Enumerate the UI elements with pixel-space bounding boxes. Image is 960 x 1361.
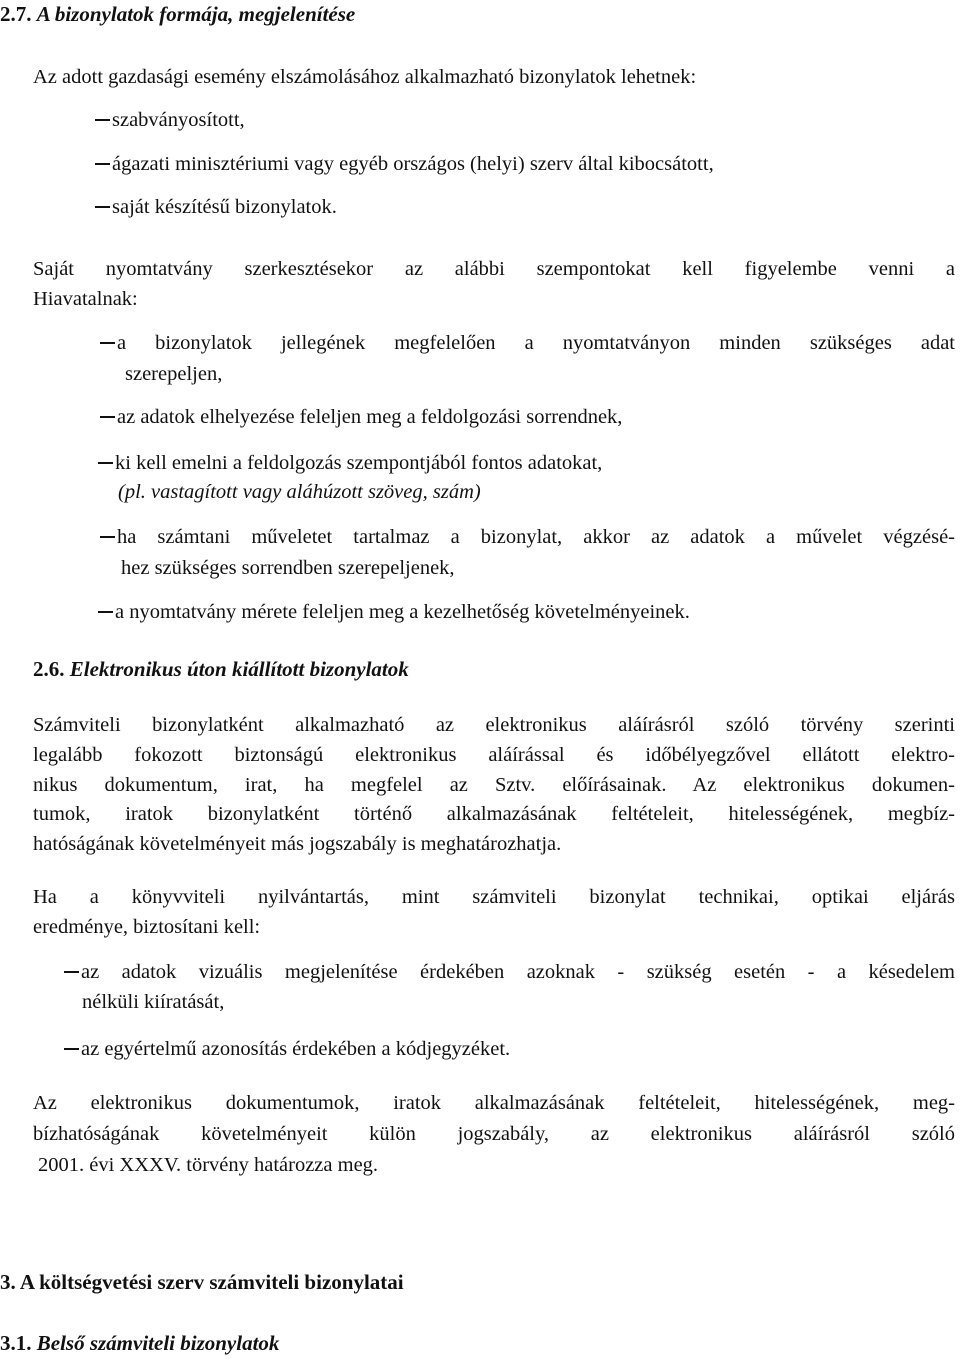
paragraph-line: bízhatóságának követelményeit külön jogszabály, az elektronikus aláírásról szóló: [33, 1123, 955, 1145]
dash-bullet-icon: [100, 342, 115, 344]
section-title: Elektronikus úton kiállított bizonylatok: [69, 657, 409, 681]
paragraph-line: Hiavatalnak:: [33, 288, 138, 310]
list-item: ha számtani műveletet tartalmaz a bizonylat, akkor az adatok a művelet végzésé-: [100, 527, 955, 548]
list-item: az adatok vizuális megjelenítése érdekében azoknak - szükség esetén - a késedelem: [64, 962, 955, 983]
dash-bullet-icon: [98, 462, 113, 464]
paragraph-line: Az elektronikus dokumentumok, iratok alkalmazásának feltételeit, hitelességének, meg-: [33, 1092, 955, 1114]
list-item: az egyértelmű azonosítás érdekében a kódjegyzéket.: [64, 1039, 510, 1060]
dash-bullet-icon: [64, 971, 79, 973]
section-number: 2.7.: [0, 2, 32, 26]
paragraph-line: nikus dokumentum, irat, ha megfelel az Sztv. előírásainak. Az elektronikus dokumen-: [33, 774, 955, 796]
paragraph-line: Saját nyomtatvány szerkesztésekor az alábbi szempontokat kell figyelembe venni a: [33, 258, 955, 280]
paragraph-line: tumok, iratok bizonylatként történő alkalmazásának feltételeit, hitelességének, megbíz-: [33, 803, 955, 825]
section-heading-2-6: [33, 659, 409, 680]
section-title: A bizonylatok formája, megjelenítése: [36, 2, 356, 26]
section-number: 2.6.: [33, 657, 65, 681]
list-item-continuation: nélküli kiíratását,: [82, 991, 225, 1013]
paragraph-line: hatóságának követelményeit más jogszabály is meghatározhatja.: [33, 833, 562, 855]
list-item-continuation: szerepeljen,: [125, 363, 223, 385]
paragraph-line: 2001. évi XXXV. törvény határozza meg.: [38, 1154, 379, 1176]
list-item-continuation: hez szükséges sorrendben szerepeljenek,: [121, 557, 455, 579]
list-item: a bizonylatok jellegének megfelelően a nyomtatványon minden szükséges adat: [100, 333, 955, 354]
section-title: Belső számviteli bizonylatok: [36, 1331, 280, 1355]
section-title: A költségvetési szerv számviteli bizonylatai: [19, 1270, 404, 1294]
dash-bullet-icon: [100, 416, 115, 418]
intro-paragraph: Az adott gazdasági esemény elszámolásához alkalmazható bizonylatok lehetnek:: [33, 66, 697, 88]
list-item: az adatok elhelyezése feleljen meg a feldolgozási sorrendnek,: [100, 407, 622, 428]
dash-bullet-icon: [64, 1048, 79, 1050]
section-number: 3.1.: [0, 1331, 32, 1355]
paragraph-line: legalább fokozott biztonságú elektronikus aláírással és időbélyegzővel ellátott elektro-: [33, 744, 955, 766]
dash-bullet-icon: [95, 206, 110, 208]
paragraph-line: Számviteli bizonylatként alkalmazható az elektronikus aláírásról szóló törvény szerinti: [33, 714, 955, 736]
list-item: a nyomtatvány mérete feleljen meg a kezelhetőség követelményeinek.: [98, 602, 690, 623]
dash-bullet-icon: [95, 119, 110, 121]
paragraph-line: eredménye, biztosítani kell:: [33, 916, 261, 938]
dash-bullet-icon: [98, 611, 113, 613]
section-number: 3.: [0, 1270, 16, 1294]
list-item: saját készítésű bizonylatok.: [95, 197, 337, 218]
section-heading-3: [0, 1272, 404, 1293]
section-heading-2-7: [0, 4, 355, 25]
list-item: szabványosított,: [95, 110, 245, 131]
list-item-continuation: (pl. vastagított vagy aláhúzott szöveg, szám): [118, 481, 481, 503]
section-heading-3-1: [0, 1333, 279, 1354]
paragraph-line: Ha a könyvviteli nyilvántartás, mint számviteli bizonylat technikai, optikai eljárás: [33, 886, 955, 908]
dash-bullet-icon: [100, 536, 115, 538]
list-item: ágazati minisztériumi vagy egyéb országos (helyi) szerv által kibocsátott,: [95, 154, 714, 175]
list-item: ki kell emelni a feldolgozás szempontjából fontos adatokat,: [98, 453, 602, 474]
dash-bullet-icon: [95, 163, 110, 165]
